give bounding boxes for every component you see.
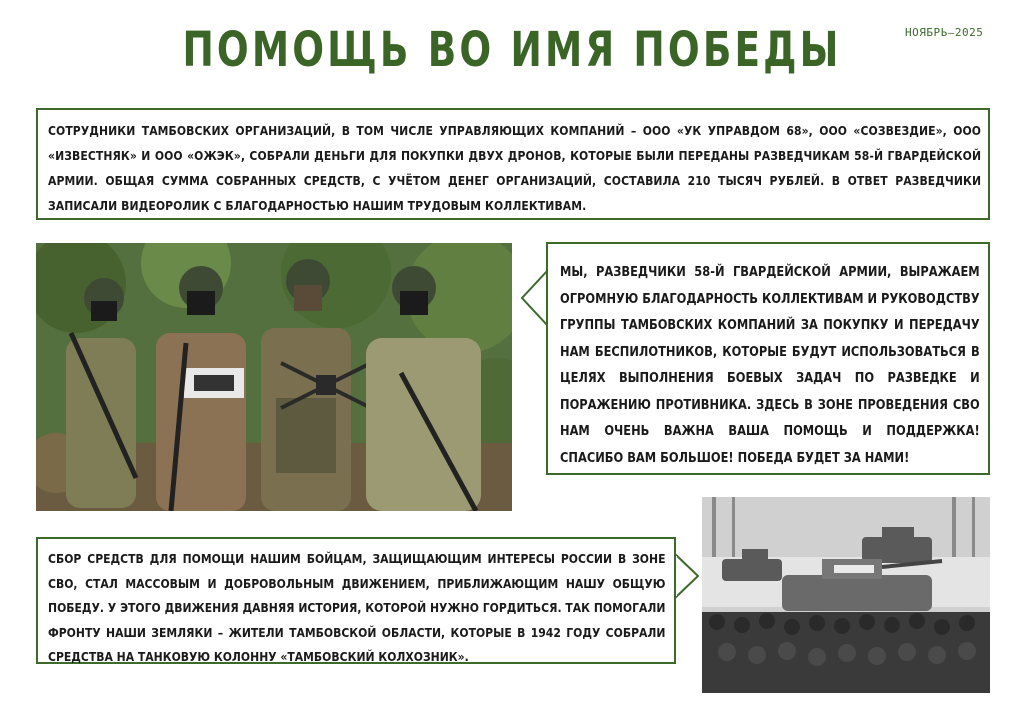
intro-text-box — [36, 108, 990, 220]
soldiers-with-drone-photo — [36, 243, 512, 511]
soldiers-quote-box — [546, 242, 990, 475]
tank-column-archive-photo — [702, 497, 990, 693]
intro-paragraph: СОТРУДНИКИ ТАМБОВСКИХ ОРГАНИЗАЦИЙ, В ТОМ ЧИСЛЕ УПРАВЛЯЮЩИХ КОМПАНИЙ – ООО «УК УПРАВДОМ 68», ООО «СОЗВЕЗДИЕ», ООО «ИЗВЕСТНЯК» И ООО «ОЖЭК», СОБРАЛИ ДЕНЬГИ ДЛЯ ПОКУПКИ ДВУХ ДРОНОВ, КОТОРЫЕ БЫЛИ ПЕРЕДАНЫ РАЗВЕДЧИКАМ 58-Й ГВАРДЕЙСКОЙ АРМИИ. ОБЩАЯ СУММА СОБРАННЫХ СРЕДСТВ, С УЧЁТОМ ДЕНЕГ ОРГАНИЗАЦИЙ, СОСТАВИЛА 210 ТЫСЯЧ РУБЛЕЙ. В ОТВЕТ РАЗВЕДЧИКИ ЗАПИСАЛИ ВИДЕОРОЛИК С БЛАГОДАРНОСТЬЮ НАШИМ ТРУДОВЫМ КОЛЛЕКТИВАМ. — [48, 123, 982, 213]
quote-paragraph: МЫ, РАЗВЕДЧИКИ 58-Й ГВАРДЕЙСКОЙ АРМИИ, ВЫРАЖАЕМ ОГРОМНУЮ БЛАГОДАРНОСТЬ КОЛЛЕКТИВАМ И РУКОВОДСТВУ ГРУППЫ ТАМБОВСКИХ КОМПАНИЙ ЗА ПОКУПКУ И ПЕРЕДАЧУ НАМ БЕСПИЛОТНИКОВ, КОТОРЫЕ БУДУТ ИСПОЛЬЗОВАТЬСЯ В ЦЕЛЯХ ВЫПОЛНЕНИЯ БОЕВЫХ ЗАДАЧ ПО РАЗВЕДКЕ И ПОРАЖЕНИЮ ПРОТИВНИКА. ЗДЕСЬ В ЗОНЕ ПРОВЕДЕНИЯ СВО НАМ ОЧЕНЬ ВАЖНА ВАША ПОМОЩЬ И ПОДДЕРЖКА! СПАСИБО ВАМ БОЛЬШОЕ! ПОБЕДА БУДЕТ ЗА НАМИ! — [560, 265, 980, 466]
page-title: ПОМОЩЬ ВО ИМЯ ПОБЕДЫ — [182, 22, 842, 78]
issue-date: НОЯБРЬ–2025 — [905, 26, 984, 39]
tank-photo-illustration — [702, 497, 990, 693]
history-pointer-tail — [674, 552, 700, 600]
quote-pointer-tail — [519, 268, 549, 328]
soldiers-photo-illustration — [36, 243, 512, 511]
history-paragraph: СБОР СРЕДСТВ ДЛЯ ПОМОЩИ НАШИМ БОЙЦАМ, ЗАЩИЩАЮЩИМ ИНТЕРЕСЫ РОССИИ В ЗОНЕ СВО, СТАЛ МАССОВЫМ И ДОБРОВОЛЬНЫМ ДВИЖЕНИЕМ, ПРИБЛИЖАЮЩИМ НАШУ ОБЩУЮ ПОБЕДУ. У ЭТОГО ДВИЖЕНИЯ ДАВНЯЯ ИСТОРИЯ, КОТОРОЙ НУЖНО ГОРДИТЬСЯ. ТАК ПОМОГАЛИ ФРОНТУ НАШИ ЗЕМЛЯКИ – ЖИТЕЛИ ТАМБОВСКОЙ ОБЛАСТИ, КОТОРЫЕ В 1942 ГОДУ СОБРАЛИ СРЕДСТВА НА ТАНКОВУЮ КОЛОННУ «ТАМБОВСКИЙ КОЛХОЗНИК». — [48, 551, 666, 664]
history-text-box — [36, 537, 676, 664]
